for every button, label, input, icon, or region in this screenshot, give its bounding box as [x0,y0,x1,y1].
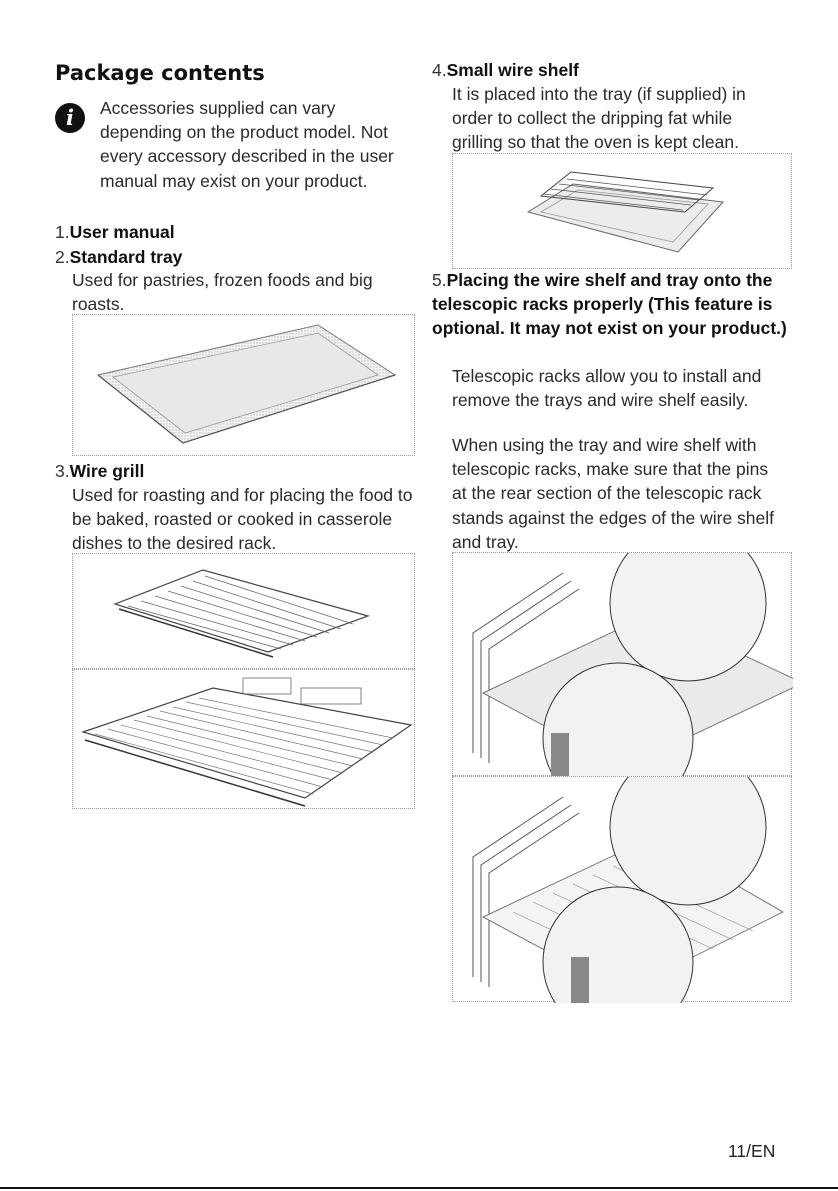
wire-grill-figure [72,553,415,669]
wire-grill-illustration [73,554,416,670]
item-standard-tray [55,245,182,269]
item-label: Small wire shelf [446,60,579,80]
item-description: It is placed into the tray (if supplied) in order to collect the dripping fat while grilling so that the oven is kept clean. [452,84,746,153]
item-number: 4. [432,60,447,80]
item-description-2: When using the tray and wire shelf with telescopic racks, make sure that the pins at the rear section of the telescopic rack stands against the edges of the wire shelf and tray. [452,435,775,552]
item-description: Used for pastries, frozen foods and big roasts. [72,270,373,315]
wire-grill-figure-2 [72,669,415,809]
small-wire-shelf-illustration [453,154,793,270]
item-user-manual [55,220,175,244]
item-number: 2. [55,247,70,267]
bottom-rule [0,1187,838,1189]
item-description: Used for roasting and for placing the food to be baked, roasted or cooked in casserole dishes to the desired rack. [72,485,413,554]
item-label: Placing the wire shelf and tray onto the telescopic racks properly (This feature is optional. It may not exist on your product.) [432,270,787,339]
page-title: Package contents [55,61,265,85]
item-label: Standard tray [69,247,183,267]
item-number: 5. [432,270,447,290]
item-telescopic-racks [432,268,787,341]
telescopic-tray-illustration [453,553,793,777]
item-small-wire-shelf [432,58,579,82]
item-wire-grill [55,459,144,483]
standard-tray-figure [72,314,415,456]
info-note: Accessories supplied can vary depending on the product model. Not every accessory described in the user manual may exist on your product. [100,98,394,191]
small-wire-shelf-figure [452,153,792,269]
telescopic-wire-shelf-illustration [453,777,793,1003]
item-number: 3. [55,461,70,481]
item-label: Wire grill [69,461,145,481]
telescopic-tray-figure [452,552,792,776]
info-icon: i [55,103,85,133]
item-description: Telescopic racks allow you to install and remove the trays and wire shelf easily. [452,366,762,411]
page-number: 11/EN [728,1141,776,1161]
standard-tray-illustration [73,315,416,457]
wire-grill-illustration-2 [73,670,416,810]
item-label: User manual [69,222,175,242]
item-number: 1. [55,222,70,242]
telescopic-wire-shelf-figure [452,776,792,1002]
